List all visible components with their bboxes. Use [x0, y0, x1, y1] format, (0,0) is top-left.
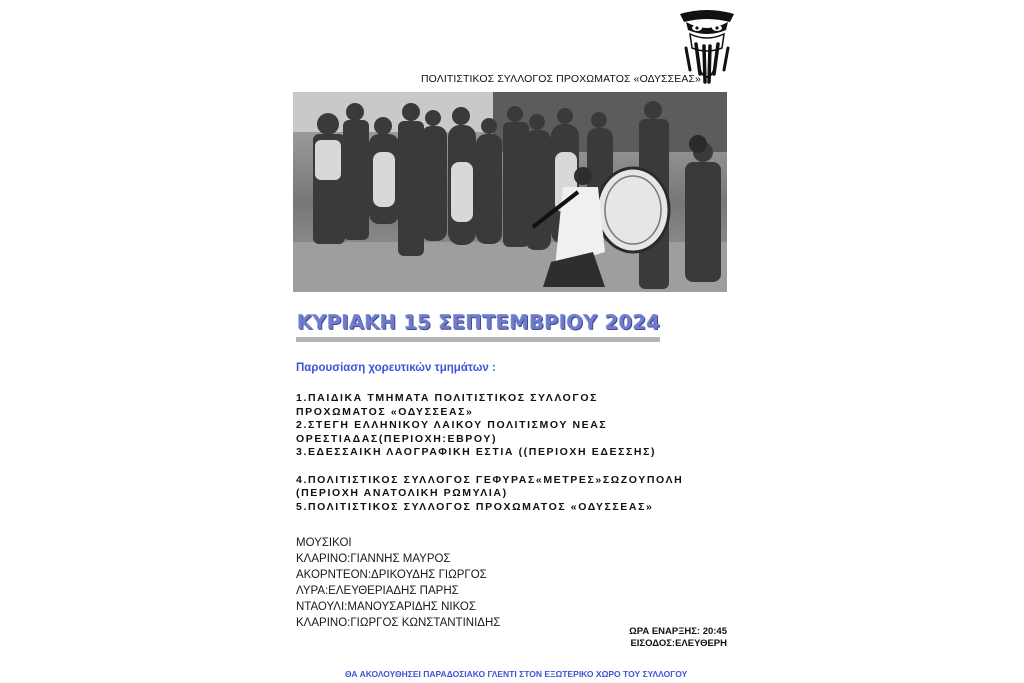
- event-date-title: ΚΥΡΙΑΚΗ 15 ΣΕΠΤΕΜΒΡΙΟΥ 2024: [297, 311, 661, 334]
- dance-groups-list: [296, 392, 683, 514]
- list-item: 2.ΣΤΕΓΗ ΕΛΛΗΝΙΚΟΥ ΛΑΙΚΟΥ ΠΟΛΙΤΙΣΜΟΥ ΝΕΑΣ: [296, 419, 608, 431]
- list-item: 4.ΠΟΛΙΤΙΣΤΙΚΟΣ ΣΥΛΛΟΓΟΣ ΓΕΦΥΡΑΣ«ΜΕΤΡΕΣ»ΣΩΖΟΥΠΟΛΗ: [296, 473, 684, 486]
- event-info: [629, 626, 727, 650]
- organization-name: ΠΟΛΙΤΙΣΤΙΚΟΣ ΣΥΛΛΟΓΟΣ ΠΡΟΧΩΜΑΤΟΣ «ΟΔΥΣΣΕΑΣ»: [421, 73, 701, 85]
- list-item: 3.ΕΔΕΣΣΑΙΚΗ ΛΑΟΓΡΑΦΙΚΗ ΕΣΤΙΑ ((ΠΕΡΙΟΧΗ ΕΔΕΣΣΗΣ): [296, 446, 657, 458]
- list-gap: [296, 460, 683, 474]
- footer-note: ΘΑ ΑΚΟΛΟΥΘΗΣΕΙ ΠΑΡΑΔΟΣΙΑΚΟ ΓΛΕΝΤΙ ΣΤΟΝ ΕΞΩΤΕΡΙΚΟ ΧΩΡΟ ΤΟΥ ΣΥΛΛΟΓΟΥ: [345, 669, 688, 679]
- list-item: ΠΡΟΧΩΜΑΤΟΣ «ΟΔΥΣΣΕΑΣ»: [296, 405, 474, 418]
- folk-dance-photo-icon: [293, 92, 727, 292]
- list-item: ΚΛΑΡΙΝΟ:ΓΙΩΡΓΟΣ ΚΩΝΣΤΑΝΤΙΝΙΔΗΣ: [296, 617, 501, 629]
- list-item: ΑΚΟΡΝΤΕΟΝ:ΔΡΙΚΟΥΔΗΣ ΓΙΩΡΓΟΣ: [296, 569, 487, 581]
- program-heading: Παρουσίαση χορευτικών τμημάτων :: [296, 362, 496, 374]
- list-item: ΚΛΑΡΙΝΟ:ΓΙΑΝΝΗΣ ΜΑΥΡΟΣ: [296, 553, 451, 565]
- folk-dance-photo: [293, 92, 727, 292]
- list-item: ΛΥΡΑ:ΕΛΕΥΘΕΡΙΑΔΗΣ ΠΑΡΗΣ: [296, 585, 459, 597]
- entry-info: ΕΙΣΟΔΟΣ:ΕΛΕΥΘΕΡΗ: [630, 638, 727, 649]
- start-time: ΩΡΑ ΕΝΑΡΞΗΣ: 20:45: [629, 626, 727, 637]
- list-item: 1.ΠΑΙΔΙΚΑ ΤΜΗΜΑΤΑ ΠΟΛΙΤΙΣΤΙΚΟΣ ΣΥΛΛΟΓΟΣ: [296, 392, 598, 404]
- list-item: ΟΡΕΣΤΙΑΔΑΣ(ΠΕΡΙΟΧΗ:ΕΒΡΟΥ): [296, 432, 498, 445]
- title-underline: [296, 337, 660, 342]
- list-item: 5.ΠΟΛΙΤΙΣΤΙΚΟΣ ΣΥΛΛΟΓΟΣ ΠΡΟΧΩΜΑΤΟΣ «ΟΔΥΣΣΕΑΣ»: [296, 500, 654, 513]
- list-item: ΝΤΑΟΥΛΙ:ΜΑΝΟΥΣΑΡΙΔΗΣ ΝΙΚΟΣ: [296, 601, 476, 613]
- musicians-list: [296, 535, 500, 631]
- list-item: (ΠΕΡΙΟΧΗ ΑΝΑΤΟΛΙΚΗ ΡΩΜΥΛΙΑ): [296, 487, 508, 499]
- musicians-heading: ΜΟΥΣΙΚΟΙ: [296, 537, 352, 549]
